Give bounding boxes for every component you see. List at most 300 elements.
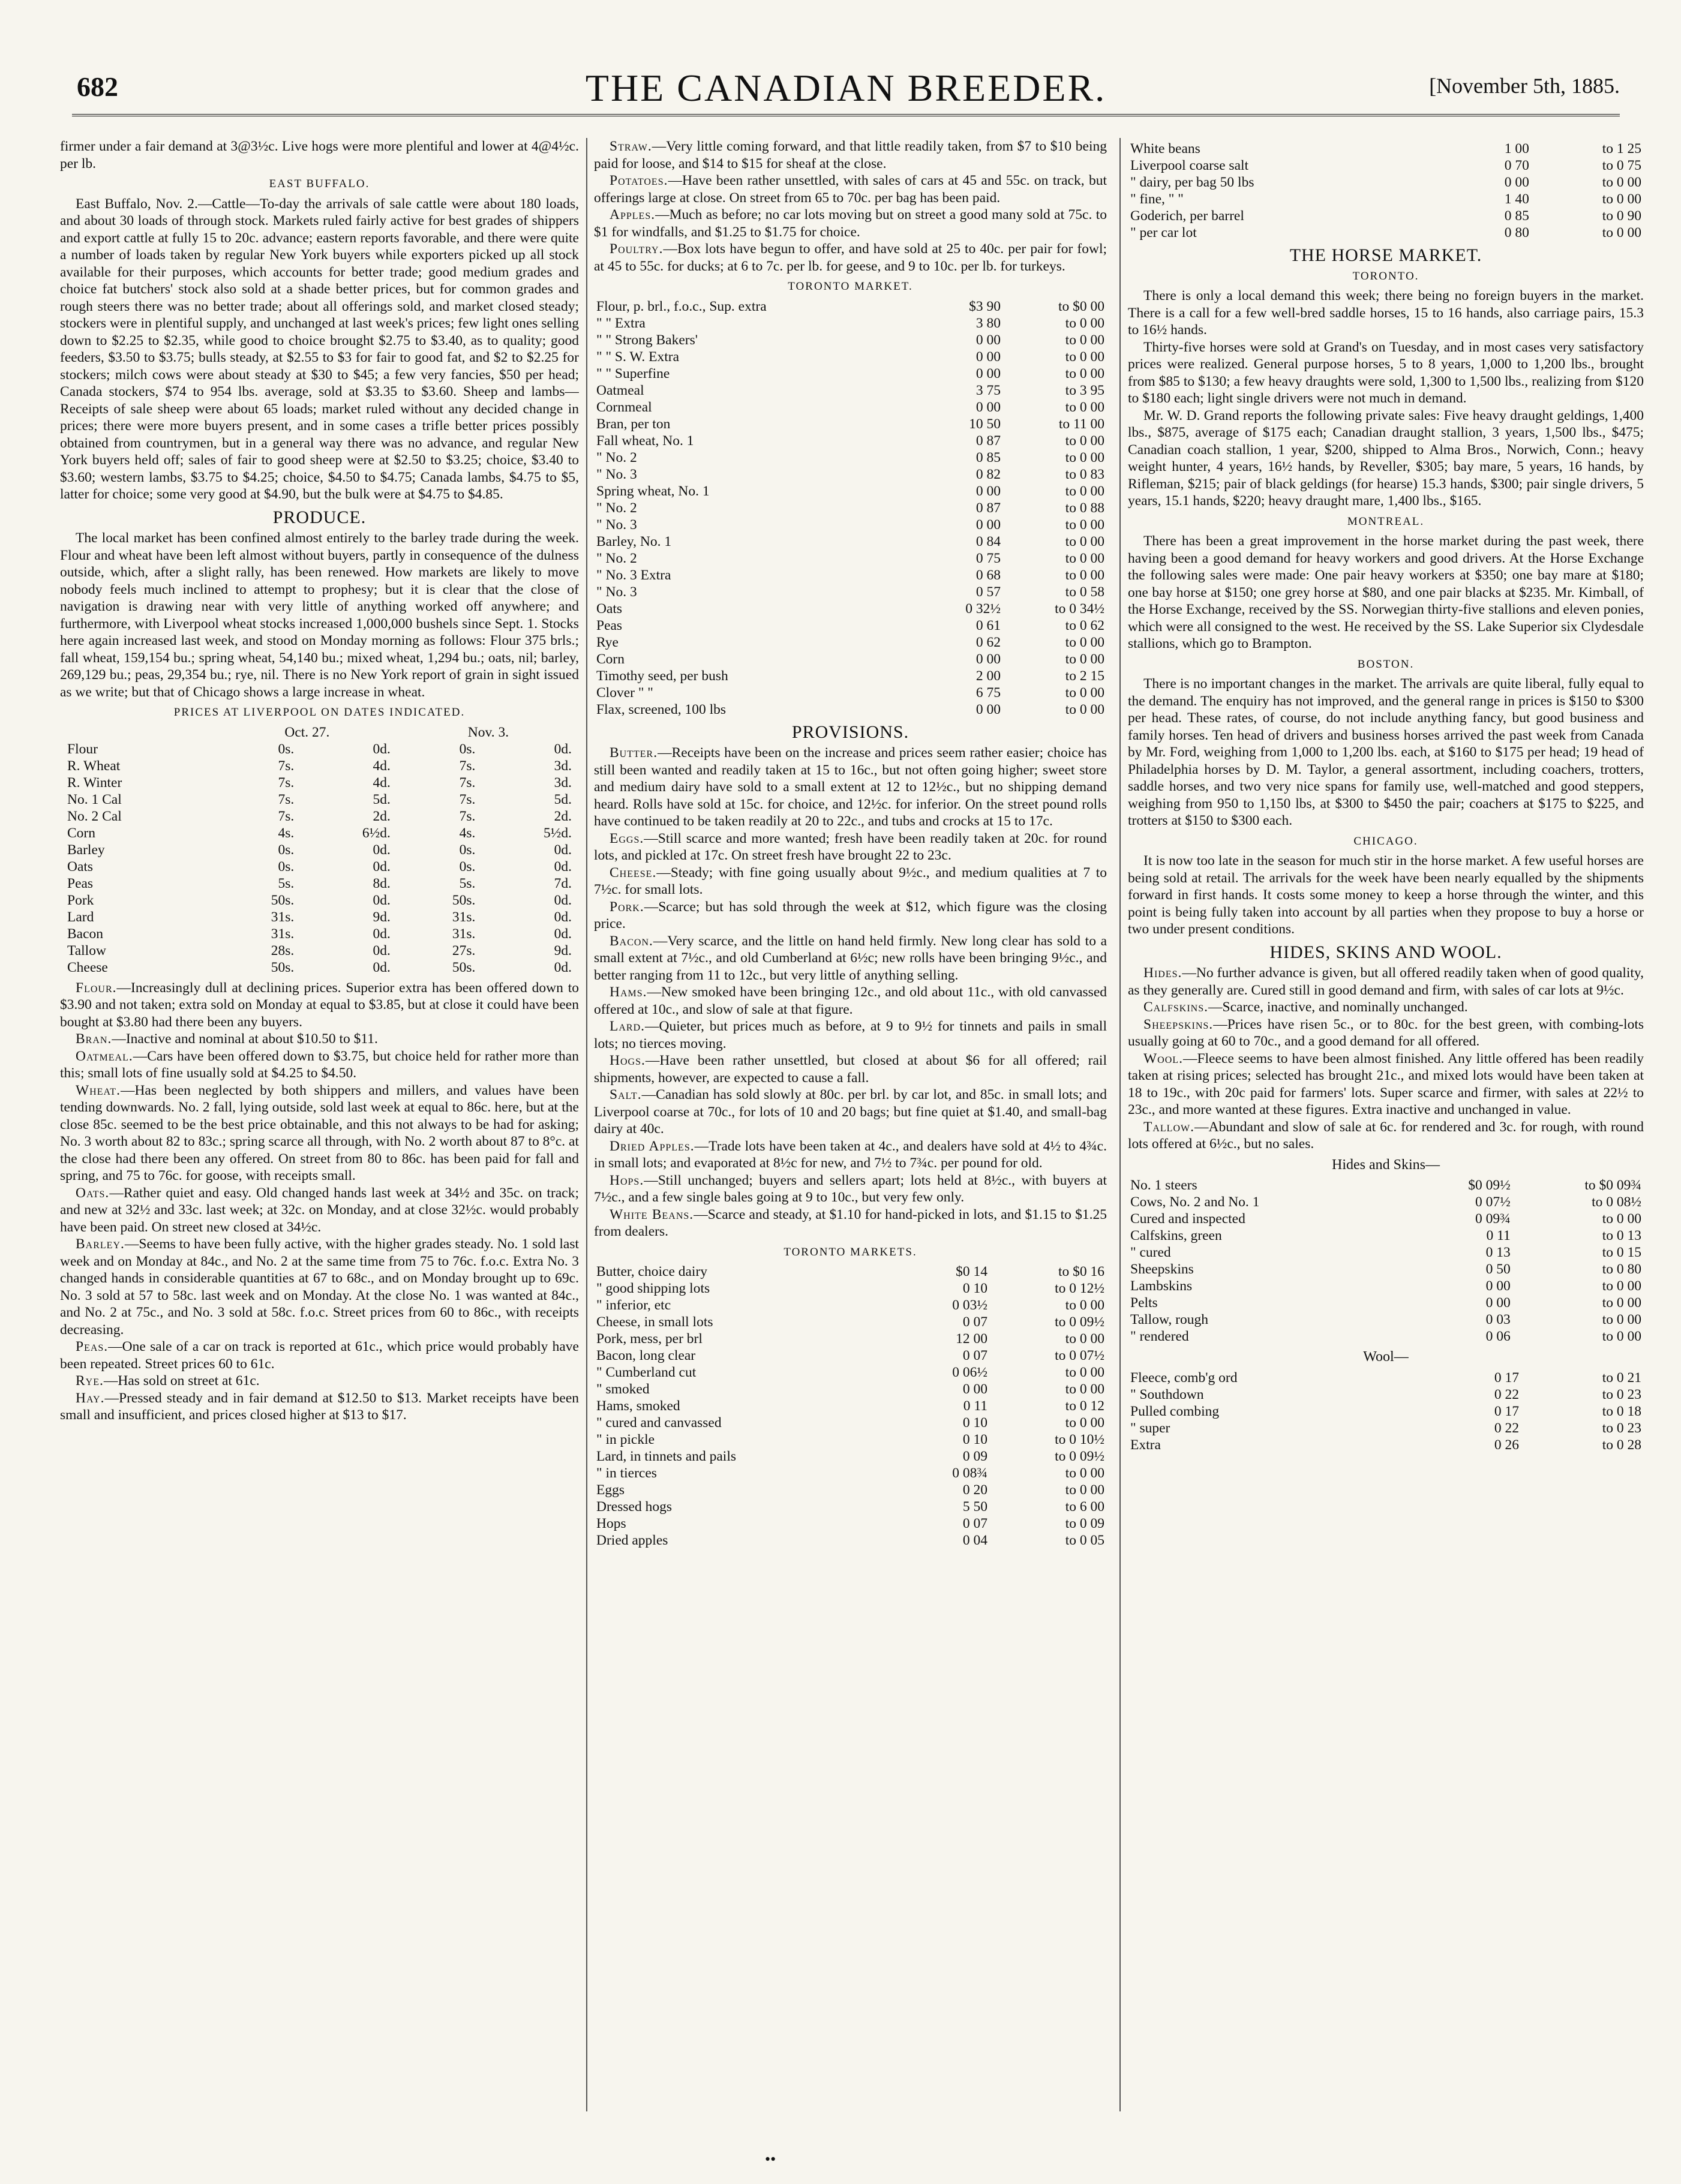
item-lead-dried-apples: Dried Apples. (610, 1138, 695, 1154)
table-row (594, 1515, 1107, 1532)
price-from: 0 11 (963, 1398, 988, 1414)
item-lead-hogs: Hogs. (610, 1053, 646, 1068)
price-item: Goderich, per barrel (1130, 208, 1244, 224)
table-row (594, 600, 1107, 617)
price-item: " Southdown (1130, 1386, 1204, 1402)
table-row (594, 668, 1107, 684)
price-from: 0 04 (962, 1533, 988, 1548)
price-item: " No. 3 (596, 584, 637, 600)
liverpool-prices-table (60, 724, 579, 976)
item-text: —Very little coming forward, and that little readily taken, from $7 to $10 being paid for loose, and $14 to $15 for sheaf at the close. (594, 139, 1107, 172)
table-row (594, 1398, 1107, 1414)
price-shillings: 31s. (271, 909, 295, 925)
table-row (594, 516, 1107, 533)
price-item: Extra (1130, 1437, 1161, 1453)
price-item: Liverpool coarse salt (1130, 158, 1249, 173)
price-item: " No. 2 (596, 500, 637, 516)
table-row (594, 1465, 1107, 1482)
price-from: 0 10 (962, 1415, 988, 1431)
price-from: 3 75 (975, 382, 1001, 398)
price-to: to $0 00 (1058, 298, 1104, 314)
price-pence: 4d. (373, 758, 391, 774)
table-row (594, 567, 1107, 584)
item-lead-hops: Hops. (610, 1172, 644, 1188)
table-row (594, 298, 1107, 315)
liverpool-item: Cheese (67, 959, 108, 975)
table-row (594, 449, 1107, 466)
item-lead-wheat: Wheat. (76, 1082, 121, 1098)
item-text: —Quieter, but prices much as before, at 9 to 9½ for tinnets and pails in small lots; no tierces moving. (594, 1019, 1107, 1052)
price-from: 0 00 (975, 651, 1001, 667)
subheading-boston: BOSTON. (1357, 657, 1415, 671)
price-to: to 0 80 (1602, 1261, 1641, 1277)
price-from: 5 50 (962, 1499, 988, 1515)
header-rule (72, 114, 1620, 116)
table-row (1128, 1328, 1644, 1345)
table-row (594, 1482, 1107, 1498)
item-lead-lard: Lard. (610, 1019, 646, 1034)
price-to: to 0 00 (1065, 432, 1104, 449)
item-text: —Inactive and nominal at about $10.50 to $11. (112, 1031, 378, 1047)
item-text: —Very scarce, and the little on hand held firmly. New long clear has sold to a small extent at 7½c., and old Cumberland at 6½c; new rolls have been bringing 9½c., and better ranging from 11 to 12c., but very little of anything selling. (594, 933, 1107, 983)
price-to: to 0 09½ (1055, 1449, 1104, 1464)
item-lead-cheese: Cheese. (610, 864, 657, 881)
price-item: Rye (596, 634, 619, 650)
price-to: to 0 00 (1602, 1211, 1641, 1227)
price-to: to 0 00 (1065, 483, 1104, 499)
price-pence: 0d. (554, 842, 572, 858)
price-from: 0 20 (962, 1482, 988, 1498)
price-shillings: 7s. (459, 791, 476, 807)
price-to: to 0 00 (1602, 1278, 1641, 1294)
price-from: 0 87 (975, 432, 1001, 449)
price-item: " dairy, per bag 50 lbs (1130, 175, 1254, 190)
item-text: —Has been neglected by both shippers and millers, and values have been tending downwards. No. 2 fall, lying outside, sold last week at equal to 86c. here, but at the close 85c. seemed to be the best price obtainable, and this not always to be had for asking; No. 3 worth about 82 to 83c.; spring scarce all through, with No. 2 worth about 87 to 8°c. at the close had there been any offered. On street from 80 to 86c. has been paid for fall and spring, and 75 to 76c. for goose, with receipts small. (60, 1082, 579, 1183)
price-from: 0 85 (1504, 208, 1529, 224)
table-row (60, 892, 579, 909)
price-from: 0 06 (1485, 1329, 1511, 1344)
intro-paragraph: firmer under a fair demand at 3@3½c. Live hogs were more plentiful and lower at 4@4½c. per lb. (60, 139, 579, 172)
price-table-body (1128, 1369, 1644, 1453)
price-to: to 0 07½ (1055, 1348, 1104, 1363)
item-text: —Pressed steady and in fair demand at $12.50 to $13. Market receipts have been small and insufficient, and prices closed higher at $13 to $17. (60, 1390, 579, 1423)
price-from: 0 61 (975, 617, 1001, 633)
price-to: to 0 00 (1065, 516, 1104, 533)
item-text: —Rather quiet and easy. Old changed hands last week at 34½ and 35c. on track; and new at 32½ and 33c. last week; at 32c. on Monday, and at close 32½c. would probably have been paid. On street new closed at 34½c. (60, 1185, 579, 1235)
table-row (594, 684, 1107, 701)
price-from: 0 50 (1485, 1261, 1511, 1277)
price-shillings: 0s. (459, 741, 476, 757)
price-from: 0 57 (975, 584, 1001, 600)
price-item: " smoked (596, 1381, 650, 1397)
price-to: to 0 10½ (1055, 1432, 1104, 1447)
price-from: 0 11 (1486, 1228, 1511, 1243)
subheading-montreal: MONTREAL. (1347, 515, 1425, 528)
item-text: —Increasingly dull at declining prices. Superior extra has been offered down to $3.90 and not taken; extra sold on Monday at equal to $3.85, but at close it could have been bought at $3.80 had there been any buyers. (60, 980, 579, 1030)
price-item: " " Extra (596, 315, 646, 331)
price-item: Hams, smoked (596, 1398, 680, 1414)
price-shillings: 0s. (278, 741, 295, 757)
item-lead-tallow: Tallow. (1143, 1119, 1194, 1135)
price-to: to 0 00 (1065, 365, 1104, 381)
price-item: Pulled combing (1130, 1403, 1220, 1419)
table-row (1128, 1194, 1644, 1210)
price-item: Timothy seed, per bush (596, 668, 728, 684)
price-item: " in pickle (596, 1432, 655, 1447)
table-row (1128, 1278, 1644, 1294)
liverpool-item: No. 2 Cal (67, 808, 122, 824)
price-shillings: 0s. (459, 858, 476, 875)
price-from: 10 50 (969, 416, 1001, 432)
price-pence: 8d. (373, 875, 391, 891)
price-pence: 0d. (373, 942, 391, 959)
item-text: —New smoked have been bringing 12c., and old about 11c., with old canvassed offered at 10c., and slow of sale at that figure. (594, 984, 1107, 1017)
price-item: Fleece, comb'g ord (1130, 1369, 1238, 1386)
price-item: Dressed hogs (596, 1499, 672, 1515)
boston-horse-paragraph: There is no important changes in the market. The arrivals are quite liberal, fully equal to the demand. The enquiry has not improved, and the general range in prices is $150 to $300 per head. These rates, of course, do not include anything fancy, but good business and family horses. Ten head of drivers and business horses arrived the past week from Canada by Mr. Ford, weighing from 1,000 to 1,200 lbs. each, at $160 to $175 per head; 19 head of Philadelphia horses by D. M. Taylor, a general assortment, including coachers, trotters, saddle horses, and two very nice spans for family use, well-matched and good steppers, weighing from 950 to 1,150 lbs, at $300 to $450 the pair; coachers at $175 to $225, and trotters at $150 to $300 each. (1128, 676, 1644, 828)
table-row (60, 791, 579, 808)
price-to: to 0 00 (1602, 1295, 1641, 1311)
table-row (60, 875, 579, 892)
price-from: 0 84 (975, 533, 1001, 549)
price-item: Flour, p. brl., f.o.c., Sup. extra (596, 298, 767, 314)
item-lead-white-beans: White Beans. (610, 1206, 694, 1222)
price-to: to 0 00 (1065, 1297, 1104, 1313)
subheading-wool: Wool— (1363, 1349, 1409, 1365)
liverpool-item: Oats (67, 858, 94, 875)
price-item: " rendered (1130, 1329, 1189, 1344)
table-row (594, 466, 1107, 483)
item-lead-straw: Straw. (610, 139, 652, 154)
price-item: " No. 3 Extra (596, 567, 671, 583)
price-from: 0 62 (975, 634, 1001, 650)
price-to: to 0 00 (1065, 399, 1104, 415)
table-row (594, 1381, 1107, 1398)
table-row (594, 1532, 1107, 1549)
item-text: —Box lots have begun to offer, and have sold at 25 to 40c. per pair for fowl; at 45 to 55c. for ducks; at 6 to 7c. per lb. for geese, and 9 to 10c. per lb. for turkeys. (594, 241, 1107, 274)
price-from: 0 00 (975, 365, 1001, 381)
item-lead-apples: Apples. (610, 207, 656, 223)
price-item: Butter, choice dairy (596, 1264, 708, 1279)
table-row (594, 315, 1107, 332)
price-pence: 7d. (554, 875, 572, 891)
price-to: to 2 15 (1065, 668, 1104, 684)
item-lead-hams: Hams. (610, 984, 647, 1000)
column-left (60, 138, 579, 2129)
price-item: " cured and canvassed (596, 1415, 722, 1431)
price-to: to 0 00 (1602, 1312, 1641, 1327)
price-shillings: 7s. (278, 758, 295, 774)
price-pence: 0d. (373, 959, 391, 975)
price-from: 0 87 (975, 500, 1001, 516)
price-to: to 0 09½ (1055, 1314, 1104, 1330)
item-text: —Fleece seems to have been almost finished. Any little offered has been readily taken at rising prices; selected has brought 21c., and mixed lots would have been taken at 18 to 19c., with 20c paid for farmers' lots. Super scarce and firmer, with sales at 22½ to 23c., and more wanted at these figures. Extra inactive and unchanged in value. (1128, 1050, 1644, 1117)
liverpool-table-body (60, 741, 579, 976)
price-item: Cows, No. 2 and No. 1 (1130, 1194, 1260, 1210)
page-number: 682 (77, 71, 118, 102)
price-item: " No. 2 (596, 550, 637, 566)
price-item: " " S. W. Extra (596, 349, 679, 365)
table-row (1128, 1311, 1644, 1328)
price-item: Peas (596, 617, 623, 633)
price-table-body (594, 1263, 1107, 1549)
price-from: 0 13 (1485, 1245, 1511, 1260)
price-pence: 4d. (373, 774, 391, 791)
table-row (60, 842, 579, 858)
column-header: Nov. 3. (467, 724, 509, 740)
price-item: Hops (596, 1516, 626, 1531)
price-from: 12 00 (956, 1331, 988, 1347)
table-row (594, 584, 1107, 600)
price-from: $0 14 (956, 1264, 988, 1279)
liverpool-item: Barley (67, 842, 105, 858)
price-pence: 3d. (554, 758, 572, 774)
table-row (594, 1314, 1107, 1330)
price-item: Sheepskins (1130, 1261, 1194, 1277)
table-row (1128, 1261, 1644, 1278)
table-row (594, 416, 1107, 432)
table-row (1128, 174, 1644, 191)
item-text: —Abundant and slow of sale at 6c. for rendered and 3c. for rough, with round lots offered at 6½c., but no sales. (1128, 1119, 1644, 1152)
price-item: " super (1130, 1420, 1170, 1436)
price-pence: 9d. (554, 942, 572, 959)
price-to: to $0 09¾ (1584, 1177, 1641, 1193)
toronto-market-heading: TORONTO MARKET. (788, 280, 913, 293)
item-text: —No further advance is given, but all offered readily taken when of good quality, as they generally are. Cured still in good demand and firm, with sales of car lots at 9½c. (1128, 965, 1644, 998)
table-row (594, 1280, 1107, 1297)
table-row (594, 1364, 1107, 1381)
price-pence: 0d. (554, 858, 572, 875)
price-to: to 0 83 (1065, 466, 1104, 482)
item-lead-oatmeal: Oatmeal. (76, 1048, 133, 1064)
price-item: Calfskins, green (1130, 1228, 1222, 1243)
toronto-market-table (594, 298, 1107, 718)
price-table-body (1128, 140, 1644, 241)
table-row (1128, 1403, 1644, 1420)
price-to: to 0 00 (1602, 175, 1641, 190)
table-row (594, 617, 1107, 634)
item-lead-hides: Hides. (1143, 965, 1182, 981)
item-lead-potatoes: Potatoes. (610, 173, 668, 188)
price-item: Pork, mess, per brl (596, 1331, 703, 1347)
section-heading-provisions: PROVISIONS. (791, 722, 909, 742)
price-from: 2 00 (975, 668, 1001, 684)
price-item: " " Superfine (596, 365, 670, 381)
item-text: —Steady; with fine going usually about 9½c., and medium qualities at 7 to 7½c. for small lots. (594, 864, 1107, 897)
price-pence: 2d. (554, 808, 572, 824)
item-lead-poultry: Poultry. (610, 241, 664, 257)
price-from: 0 09¾ (1475, 1211, 1511, 1227)
price-to: to 0 00 (1602, 225, 1641, 241)
page-header (72, 66, 1620, 120)
price-shillings: 7s. (459, 808, 476, 824)
price-item: No. 1 steers (1130, 1177, 1197, 1193)
price-from: 0 22 (1494, 1386, 1519, 1402)
table-row (1128, 1294, 1644, 1311)
price-to: to 0 21 (1602, 1369, 1641, 1386)
price-to: to 0 00 (1602, 1329, 1641, 1344)
price-table-body (1128, 1177, 1644, 1345)
table-row (1128, 1244, 1644, 1261)
price-from: 0 00 (975, 516, 1001, 533)
table-row (594, 1498, 1107, 1515)
price-from: 0 82 (975, 466, 1001, 482)
item-text: —Trade lots have been taken at 4c., and dealers have sold at 4½ to 4¾c. in small lots; and evaporated at 8½c for new, and 7½ to 7¾c. per pound for old. (594, 1138, 1107, 1171)
price-to: to 0 00 (1065, 550, 1104, 566)
price-from: 0 07½ (1475, 1194, 1511, 1210)
price-to: to 0 13 (1602, 1228, 1641, 1243)
price-to: to $0 16 (1058, 1264, 1104, 1279)
table-row (1128, 208, 1644, 224)
price-shillings: 31s. (271, 926, 295, 942)
price-to: to 1 25 (1602, 141, 1641, 157)
table-row (594, 634, 1107, 651)
price-from: 0 07 (962, 1314, 988, 1330)
table-row (1128, 1227, 1644, 1244)
price-item: " cured (1130, 1245, 1171, 1260)
table-row (594, 1414, 1107, 1431)
price-item: Bran, per ton (596, 416, 671, 432)
page-title: THE CANADIAN BREEDER. (585, 67, 1107, 109)
toronto-markets-table (594, 1263, 1107, 1549)
price-pence: 0d. (373, 741, 391, 757)
table-row (60, 758, 579, 774)
price-item: Clover " " (596, 684, 653, 701)
liverpool-item: Bacon (67, 926, 104, 942)
table-row (60, 741, 579, 758)
liverpool-item: R. Wheat (67, 758, 121, 774)
item-text: —Receipts have been on the increase and prices seem rather easier; choice has still been wanted and readily taken at 15 to 16c., but not often going higher; sweet store and medium dairy have sold to a small extent at 12 to 12½c., but no shipping demand heard. Rolls have sold at 15c. for choice, and 12½c. for inferior. On the street pound rolls have continued to be taken readily at 20 to 22c., and tubs and crocks at 15 to 17c. (594, 745, 1107, 829)
price-item: Barley, No. 1 (596, 533, 672, 549)
price-to: to 0 12 (1065, 1398, 1104, 1414)
price-to: to 0 00 (1065, 1482, 1104, 1498)
price-item: Spring wheat, No. 1 (596, 483, 710, 499)
table-row (594, 399, 1107, 416)
east-buffalo-report: East Buffalo, Nov. 2.—Cattle—To-day the arrivals of sale cattle were about 180 loads, and about 30 loads of through stock. Markets ruled fairly active for best grades of shippers and export cattle at fully 15 to 20c. advance; eastern reports favorable, and there were quite a number of loads taken by regular New York buyers while exporters picked up all stock available for their purposes, which accounts for better trade; good medium grades and choice fat butchers' stock also sold at a shade better prices, but for common grades and rough steers there was no better trade; about all offerings sold, and market closed steady; stockers were in plentiful supply, and unchanged at last week's prices; few light ones selling down to $2.25 to $2.35, while good to choice brought $2.75 to $3.40, as to quality; good feeders, $3.50 to $3.75; bulls steady, at $2.55 to $3 for fair to good fat, and $2 to $2.25 for stockers; milch cows were about steady at $30 to $45; a few very fancies, $50 per head; Canada stockers, $74 to 954 lbs. average, sold at $3.35 to $3.60. Sheep and lambs—Receipts of sale sheep were about 65 loads; market ruled without any decided change in prices; there were more buyers present, and in some cases a trifle better prices possibly obtained from countrymen, but in a general way there was no advance, and regular New York buyers held off; sales of fair to good sheep were at $2.50 to $3.25; choice, $3.40 to $3.60; western lambs, $3.75 to $4.25; choice, $4.50 to $4.75; Canada lambs, $4.75 to $5, latter for choice; some very good at $4.90, but the bulk were at $4.75 to $4.85. (60, 196, 579, 502)
liverpool-table-heading: PRICES AT LIVERPOOL ON DATES INDICATED. (173, 706, 466, 719)
price-from: 0 80 (1504, 225, 1529, 241)
table-row (594, 349, 1107, 365)
liverpool-item: No. 1 Cal (67, 791, 122, 807)
item-text: —Scarce; but has sold through the week at $12, which figure was the closing price. (594, 899, 1107, 932)
price-from: 1 00 (1504, 141, 1529, 157)
item-lead-wool: Wool. (1143, 1050, 1183, 1067)
price-from: 0 17 (1494, 1403, 1519, 1419)
price-to: to 0 23 (1602, 1420, 1641, 1436)
table-row (594, 533, 1107, 550)
price-shillings: 7s. (278, 808, 295, 824)
item-lead-flour: Flour. (76, 980, 117, 996)
toronto-horse-paragraph: Thirty-five horses were sold at Grand's on Tuesday, and in most cases very satisfactory prices were realized. General purpose horses, 5 to 8 years, 1,000 to 1,200 lbs., brought from $85 to $130; a few heavy draughts were sold, 1,300 to 1,500 lbs., realizing from $120 to $180 each; light single drivers were not much in demand. (1128, 339, 1644, 406)
price-from: 0 00 (1504, 175, 1529, 190)
price-to: to 0 88 (1065, 500, 1104, 516)
price-to: to 0 90 (1602, 208, 1641, 224)
price-item: Cured and inspected (1130, 1211, 1245, 1227)
price-item: " in tierces (596, 1465, 657, 1481)
table-row (594, 651, 1107, 668)
item-lead-pork: Pork. (610, 899, 644, 915)
price-to: to 0 00 (1065, 701, 1104, 717)
item-lead-bran: Bran. (76, 1031, 112, 1047)
price-item: Bacon, long clear (596, 1348, 696, 1363)
item-text: —Have been rather unsettled, but closed at about $6 for all offered; rail shipments, however, are expected to cause a fall. (594, 1053, 1107, 1086)
wool-prices-table (1128, 1369, 1644, 1453)
price-to: to 0 62 (1065, 617, 1104, 633)
item-text: —Scarce, inactive, and nominally unchanged. (1208, 999, 1468, 1015)
price-item: Tallow, rough (1130, 1312, 1208, 1327)
price-to: to 0 00 (1065, 1365, 1104, 1380)
price-item: Pelts (1130, 1295, 1158, 1311)
section-heading-produce: PRODUCE. (272, 507, 367, 527)
item-lead-butter: Butter. (610, 745, 658, 761)
price-from: 0 26 (1494, 1437, 1519, 1453)
price-shillings: 28s. (271, 942, 295, 959)
price-to: to 0 28 (1602, 1437, 1641, 1453)
price-from: 0 75 (975, 550, 1001, 566)
price-from: $3 90 (969, 298, 1001, 314)
price-from: 0 00 (1485, 1278, 1511, 1294)
item-text: —Canadian has sold slowly at 80c. per brl. by car lot, and 85c. in small lots; and Liverpool coarse at 70c., for lots of 10 and 20 bags; but fine quiet at $1.40, and small-bag dairy at 40c. (594, 1087, 1107, 1137)
price-to: to 0 58 (1065, 584, 1104, 600)
table-row (594, 1330, 1107, 1347)
price-pence: 3d. (554, 774, 572, 791)
price-item: Corn (596, 651, 625, 667)
price-shillings: 7s. (278, 774, 295, 791)
price-shillings: 50s. (271, 892, 295, 908)
table-row (1128, 1437, 1644, 1453)
item-lead-oats: Oats. (76, 1185, 110, 1201)
price-from: 0 10 (962, 1281, 988, 1296)
price-item: " Cumberland cut (596, 1365, 697, 1380)
price-to: to 0 00 (1065, 533, 1104, 549)
column-middle (594, 138, 1107, 2129)
item-lead-salt: Salt. (610, 1087, 642, 1102)
table-row (1128, 1177, 1644, 1194)
item-text: —Cars have been offered down to $3.75, but choice held for rather more than this; small lots of fine usually sold at $4.25 to $4.50. (60, 1048, 579, 1081)
section-heading-horse-market: THE HORSE MARKET. (1289, 245, 1482, 265)
price-item: " " Strong Bakers' (596, 332, 698, 348)
liverpool-item: Peas (67, 875, 94, 891)
price-item: Dried apples (596, 1533, 668, 1548)
price-from: 3 80 (975, 315, 1001, 331)
table-row (594, 1347, 1107, 1364)
price-to: to 0 00 (1065, 315, 1104, 331)
price-to: to 0 00 (1065, 1331, 1104, 1347)
table-row (594, 500, 1107, 516)
liverpool-item: Tallow (67, 942, 106, 959)
item-text: —Prices have risen 5c., or to 80c. for the best green, with combing-lots usually going at 60 to 70c., and a good demand for all offered. (1128, 1016, 1644, 1049)
price-from: 0 00 (975, 399, 1001, 415)
price-from: $0 09½ (1468, 1177, 1511, 1193)
price-from: 0 68 (975, 567, 1001, 583)
item-lead-hay: Hay. (76, 1390, 105, 1406)
price-item: Oats (596, 600, 623, 617)
price-from: 0 85 (975, 449, 1001, 465)
price-shillings: 31s. (452, 926, 476, 942)
liverpool-item: R. Winter (67, 774, 122, 791)
issue-date: [November 5th, 1885. (1429, 74, 1620, 98)
price-from: 0 00 (975, 701, 1001, 717)
subheading-toronto: TORONTO. (1352, 269, 1419, 283)
price-to: to 0 15 (1602, 1245, 1641, 1260)
price-pence: 9d. (373, 909, 391, 925)
table-row (60, 926, 579, 942)
table-row (60, 808, 579, 825)
price-to: to 0 08½ (1592, 1194, 1641, 1210)
price-item: Flax, screened, 100 lbs (596, 701, 727, 717)
price-item: Cornmeal (596, 399, 652, 415)
item-lead-sheepskins: Sheepskins. (1143, 1016, 1214, 1032)
